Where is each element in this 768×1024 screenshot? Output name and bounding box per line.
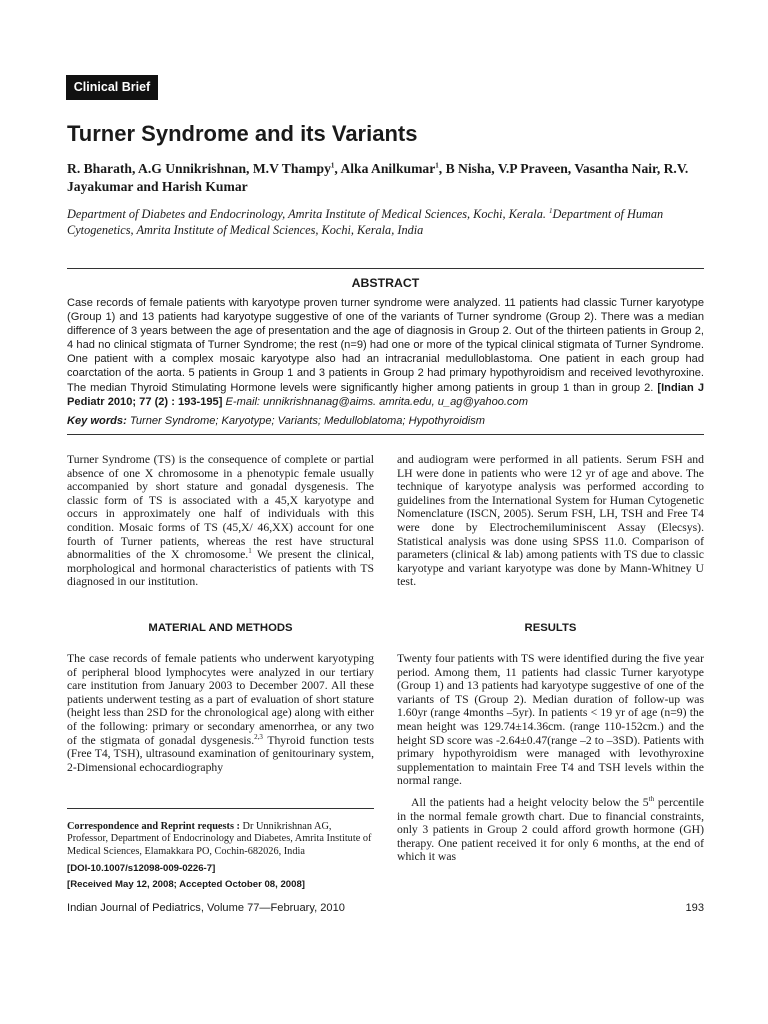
keywords-label: Key words:	[67, 415, 127, 427]
intro-text-cont: We present the clinical, morphological and hormonal characteristics of patients with TS diagnosed in our institution.	[67, 548, 374, 589]
methods-text: The case records of female patients who underwent karyotyping of peripheral blood lymphocytes were analyzed in our tertiary care institution from January 2003 to December 2007. All these patients underwent testing as a part of evaluation of short stature (height less than 2SD for the chronological age) along with either of the following: primary or secondary amenorrhea, or any two of the stigmata of gonadal dysgenesis.	[67, 652, 374, 747]
author-affiliation-mark: 1	[435, 161, 439, 170]
authors-part-1: R. Bharath, A.G Unnikrishnan, M.V Thampy	[67, 161, 331, 176]
affiliations	[67, 206, 707, 238]
methods-continued-paragraph	[397, 453, 704, 589]
correspondence-text: Dr Unnikrishnan AG, Professor, Department of Endocrinology and Diabetes, Amrita Institute of Medical Sciences, Elamakkara PO, Cochin-682026, India	[67, 821, 372, 857]
correspondence-label: Correspondence and Reprint requests :	[67, 821, 243, 832]
article-type-badge: Clinical Brief	[66, 75, 158, 100]
doi: [DOI-10.1007/s12098-009-0226-7]	[67, 863, 216, 874]
methods-continued-text: and audiogram were performed in all patients. Serum FSH and LH were done in patients who were 12 yr of age and above. The technique of karyotype analysis was performed according to guidelines from the International System for Human Cytogenetic Nomenclature (ISCN, 2005). Serum FSH, LH, TSH and Free T4 were done by Electrochemiluminiscent Assay (Elecsys). Statistical analysis was done using SPSS 11.0. Comparison of parameters (clinical & lab) among patients with TS due to classic karyotype and variant karyotype was done by Mann-Whitney U test.	[397, 453, 704, 589]
results-paragraph-2	[397, 796, 704, 864]
author-list	[67, 160, 707, 196]
abstract-heading: ABSTRACT	[351, 276, 420, 290]
journal-citation: [Indian J Pediatr 2010; 77 (2) : 193-195]	[67, 381, 704, 408]
abstract-top-rule	[67, 268, 704, 269]
abstract-text	[67, 296, 704, 409]
received-dates: [Received May 12, 2008; Accepted October 08, 2008]	[67, 879, 306, 890]
author-affiliation-mark: 1	[330, 161, 335, 170]
results-paragraph-1: Twenty four patients with TS were identified during the five year period. Among them, 11 patients had classic Turner karyotype (Group 1) and 13 patients had karyotype suggestive of one of the variants of TS (Group 2). Median duration of follow-up was 1.60yr (range 4months –5yr). In patients < 19 yr of age (n=9) the mean height was 129.74±14.36cm. (range 110-152cm.) and the height SD score was -2.64±0.47(range –2 to –3SD). Patients with primary hypothyroidism were managed with levothyroxine supplementation to maintain Free T4 and TSH levels within the normal range.	[397, 652, 704, 788]
authors-part-3: , B Nisha, V.P Praveen, Vasantha Nair, R.V. Jayakumar and Harish Kumar	[67, 161, 689, 194]
methods-text-cont: Thyroid function tests (Free T4, TSH), ultrasound examination of genitourinary system, 2-Dimensional echocardiography	[67, 733, 374, 774]
keywords-text: Turner Syndrome; Karyotype; Variants; Medulloblatoma; Hypothyroidism	[126, 415, 486, 427]
correspondence-note	[67, 821, 374, 858]
methods-heading: MATERIAL AND METHODS	[148, 622, 293, 634]
intro-paragraph	[67, 453, 374, 589]
page-number: 193	[685, 902, 704, 914]
author-email: E-mail: unnikrishnanag@aims. amrita.edu, u_ag@yahoo.com	[222, 395, 528, 408]
results-section	[397, 652, 704, 864]
authors-part-2: , Alka Anilkumar	[334, 161, 436, 176]
abstract-body: Case records of female patients with karyotype proven turner syndrome were analyzed. 11 patients had classic Turner karyotype (Group 1) and 13 patients had karyotype suggestive of one of the variants of Turner syndrome (Group 2). There was a median difference of 3 years between the age of presentation and the age of diagnosis in Group 2. Out of the thirteen patients in Group 2, 4 had no clinical stigmata of Turner Syndrome; the rest (n=9) had one or more of the typical clinical stigmata of Turner Syndrome. One patient with a complex mosaic karyotype also had an intracranial medulloblastoma. One patient in each group had coarctation of the aorta. 5 patients in Group 1 and 3 patients in Group 2 had primary hypothyroidism and received levothyroxine. The median Thyroid Stimulating Hormone levels were significantly higher among patients in group 1 than in group 2.	[67, 297, 704, 394]
keywords	[67, 414, 704, 428]
methods-paragraph	[67, 652, 374, 774]
intro-text: Turner Syndrome (TS) is the consequence of complete or partial absence of one X chromosome in a phenotypic female usually accompanied by short stature and gonadal dysgenesis. The classic form of TS is associated with a 45,X karyotype and occurs in approximately one half of individuals with this condition. Mosaic forms of TS (45,X/ 46,XX) account for one fourth of Turner patients, whereas the rest have structural abnormalities of the X chromosome.	[67, 453, 374, 562]
results-heading: RESULTS	[524, 622, 577, 634]
abstract-bottom-rule	[67, 434, 704, 435]
affiliation-second: Department of Human Cytogenetics, Amrita Institute of Medical Sciences, Kochi, Kerala, India	[67, 207, 664, 237]
affiliation-mark: 1	[549, 206, 553, 215]
journal-footer: Indian Journal of Pediatrics, Volume 77—February, 2010	[67, 902, 345, 914]
footnote-rule	[67, 808, 374, 809]
reference-mark: 2,3	[254, 732, 263, 741]
superscript-th: th	[648, 795, 655, 804]
article-title: Turner Syndrome and its Variants	[67, 121, 418, 146]
reference-mark: 1	[248, 547, 252, 556]
results-text: All the patients had a height velocity below the 5	[411, 795, 649, 809]
affiliation-main: Department of Diabetes and Endocrinology, Amrita Institute of Medical Sciences, Kochi, Kerala.	[67, 207, 550, 221]
results-text-cont: percentile in the normal female growth chart. Due to financial constraints, only 3 patients in Group 2 could afford growth hormone (GH) therapy. One patient received it for only 6 months, at the end of which it was	[397, 795, 704, 864]
